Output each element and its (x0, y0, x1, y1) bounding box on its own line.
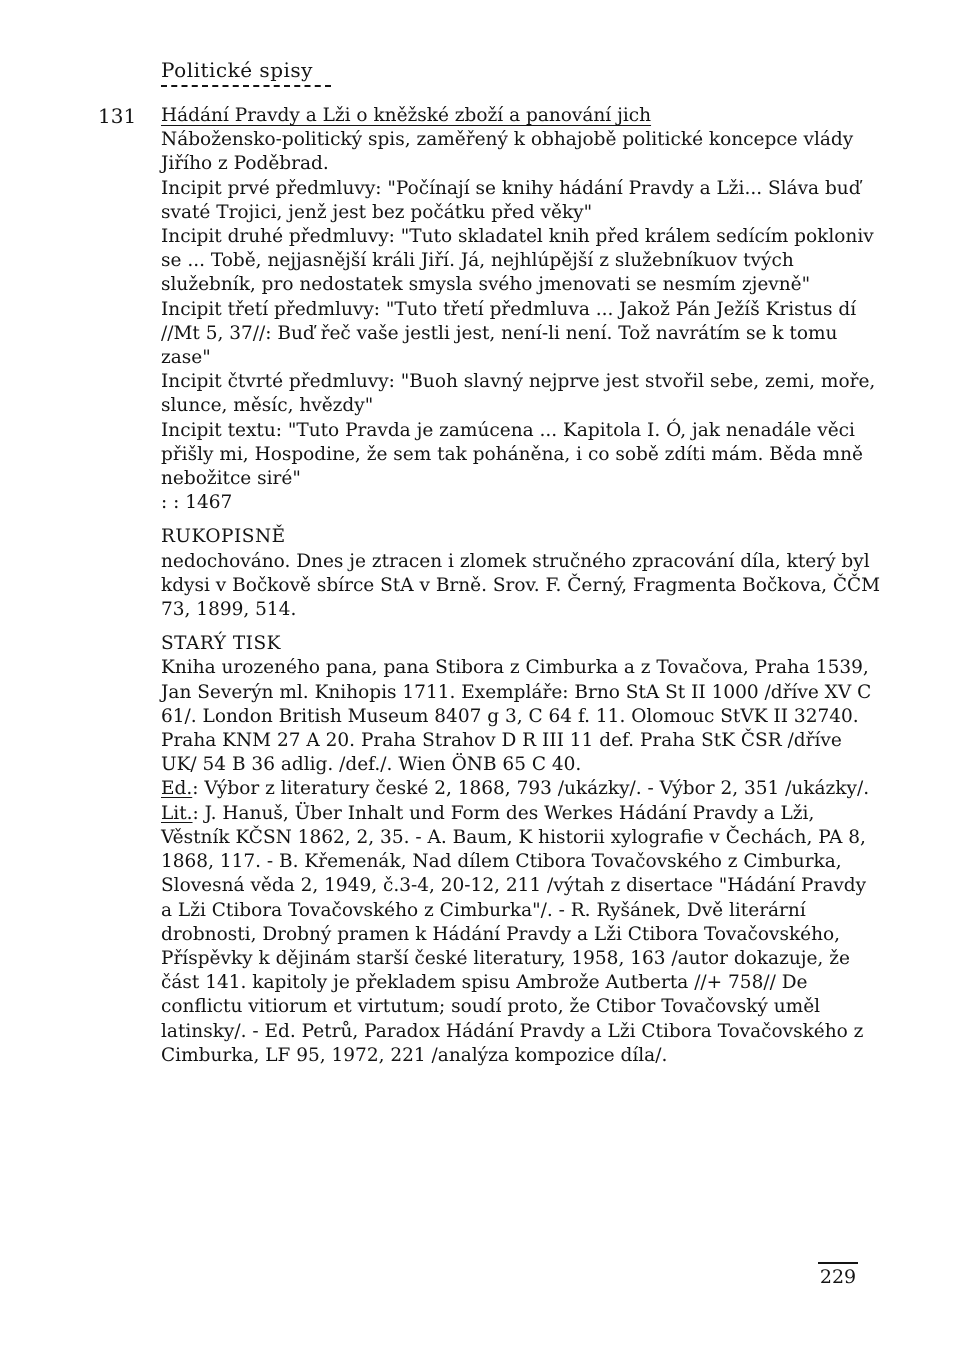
literature-label: Lit. (161, 802, 193, 824)
incipit-second-preface: Incipit druhé předmluvy: "Tuto skladatel knih před králem sedícím pokloniv se ... Tobě, nejjasnější králi Jiří. Já, nejhlúpější z služebníkuov tvých služebník, pro nedostatek smysla svého jmenovati se nesmím zjevně" (161, 226, 874, 296)
page-number: 229 (818, 1262, 858, 1288)
entry-description: Nábožensko-politický spis, zaměřený k obhajobě politické koncepce vlády Jiřího z Poděbrad. (161, 129, 854, 175)
running-header: Politické spisy (161, 58, 313, 82)
manuscripts-heading: RUKOPISNĚ (161, 526, 286, 548)
incipit-fourth-preface: Incipit čtvrté předmluvy: "Buoh slavný nejprve jest stvořil sebe, zemi, moře, slunce, měsíc, hvězdy" (161, 371, 876, 417)
incipit-third-preface: Incipit třetí předmluvy: "Tuto třetí předmluva ... Jakož Pán Ježíš Kristus dí //Mt 5, 37//: Buď řeč vaše jestli jest, není-li není. Tož navrátím se k tomu zase" (161, 298, 857, 369)
header-underline (161, 85, 331, 87)
entry-title: Hádání Pravdy a Lži o kněžské zboží a panování jich (161, 105, 652, 126)
editions-paragraph (161, 777, 881, 801)
entry-date: : : 1467 (161, 492, 233, 514)
editions-label: Ed. (161, 778, 193, 800)
literature-paragraph (161, 802, 881, 1068)
old-print-text: Kniha urozeného pana, pana Stibora z Cimburka a z Tovačova, Praha 1539, Jan Severýn ml. Knihopis 1711. Exempláře: Brno StA St II 1000 /dříve XV C 61/. London British Museum 8407 g 3, C 64 f. 11. Olomouc StVK II 32740. Praha KNM 27 A 20. Praha Strahov D R III 11 def. Praha StK ČSR /dříve UK/ 54 B 36 adlig. /def./. Wien ÖNB 65 C 40. (161, 657, 872, 776)
manuscripts-text: nedochováno. Dnes je ztracen i zlomek stručného zpracování díla, který byl kdysi v Bočkově sbírce StA v Brně. Srov. F. Černý, Fragmenta Bočkova, ČČM 73, 1899, 514. (161, 550, 881, 621)
literature-text: : J. Hanuš, Über Inhalt und Form des Werkes Hádání Pravdy a Lži, Věstník KČSN 1862, 2, 35. - A. Baum, K historii xylografie v Čechách, PA 8, 1868, 117. - B. Křemenák, Nad dílem Ctibora Tovačovského z Cimburka, Slovesná věda 2, 1949, č.3-4, 20-12, 211 /výtah z disertace "Hádání Pravdy a Lži Ctibora Tovačovského z Cimburka"/. - R. Ryšánek, Dvě literární drobnosti, Drobný pramen k Hádání Pravdy a Lži Ctibora Tovačovského, Příspěvky k dějinám starší české literatury, 1958, 163 /autor dokazuje, že část 141. kapitoly je překladem spisu Ambrože Autberta //+ 758// De conflictu vitiorum et virtutum; soudí proto, že Ctibor Tovačovský uměl latinsky/. - Ed. Petrů, Paradox Hádání Pravdy a Lži Ctibora Tovačovského z Cimburka, LF 95, 1972, 221 /analýza kompozice díla/. (161, 802, 867, 1066)
incipit-text: Incipit textu: "Tuto Pravda je zamúcena ... Kapitola I. Ó, jak nenadále věci přišly mi, Hospodine, že sem tak poháněna, i co sobě zdíti mám. Běda mně nebožitce siré" (161, 419, 863, 490)
editions-text: : Výbor z literatury české 2, 1868, 793 /ukázky/. - Výbor 2, 351 /ukázky/. (192, 778, 870, 800)
entry-number: 131 (98, 104, 137, 128)
old-print-heading: STARÝ TISK (161, 633, 281, 655)
incipit-first-preface: Incipit prvé předmluvy: "Počínají se knihy hádání Pravdy a Lži... Sláva buď svaté Trojici, jenž jest bez počátku před věky" (161, 177, 861, 223)
entry-content (161, 104, 881, 1068)
